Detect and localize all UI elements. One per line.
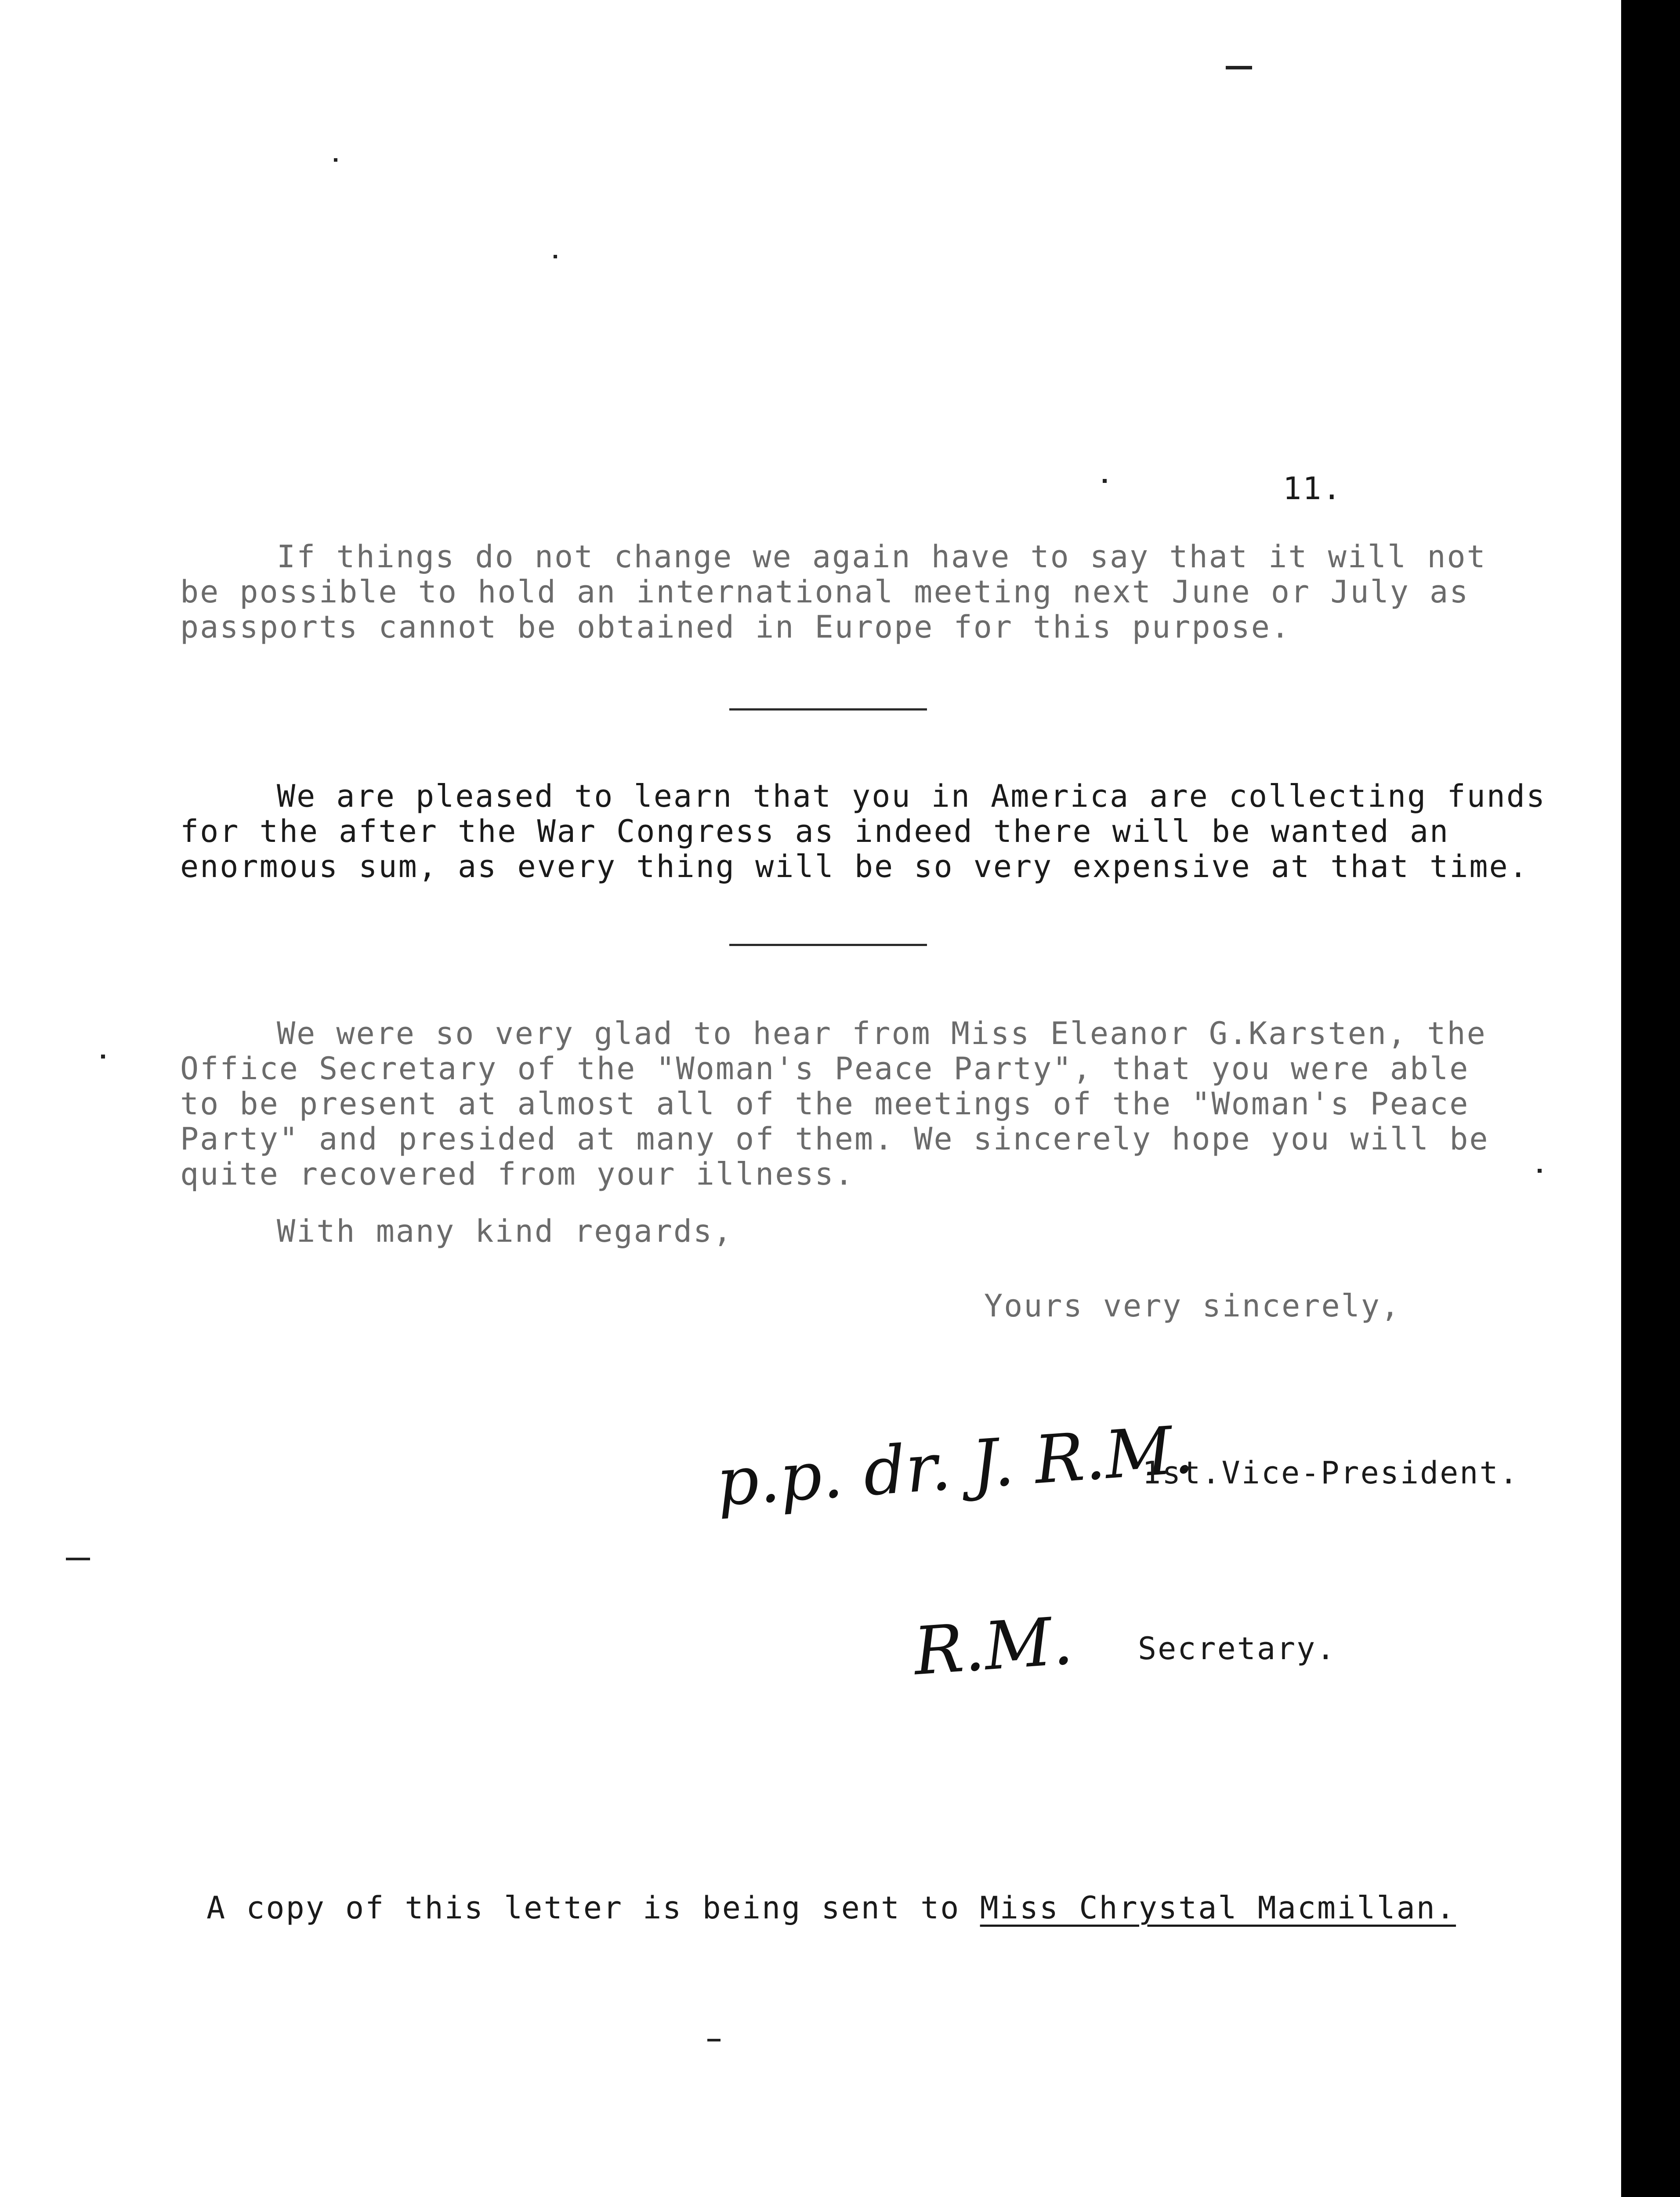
paragraph-1-line-3: passports cannot be obtained in Europe for this purpose. bbox=[180, 609, 1291, 645]
title-vice-president: 1st.Vice-President. bbox=[1142, 1455, 1519, 1491]
speck bbox=[707, 2039, 721, 2041]
paragraph-3-line-3: to be present at almost all of the meetings of the "Woman's Peace bbox=[180, 1086, 1470, 1122]
paragraph-2-line-3: enormous sum, as every thing will be so very expensive at that time. bbox=[180, 848, 1529, 885]
paragraph-3-line-2: Office Secretary of the "Woman's Peace Party", that you were able bbox=[180, 1051, 1470, 1087]
closing: Yours very sincerely, bbox=[984, 1288, 1401, 1324]
section-divider bbox=[729, 944, 927, 946]
greeting: With many kind regards, bbox=[277, 1213, 733, 1249]
signature-secretary: R.M. bbox=[911, 1602, 1075, 1690]
copy-note bbox=[206, 1889, 1456, 1926]
paragraph-3-line-1: We were so very glad to hear from Miss Eleanor G.Karsten, the bbox=[277, 1015, 1487, 1051]
speck bbox=[66, 1558, 90, 1560]
paragraph-1-line-1: If things do not change we again have to say that it will not bbox=[277, 539, 1487, 575]
film-frame-border-right bbox=[1621, 0, 1680, 2197]
paragraph-2-line-2: for the after the War Congress as indeed there will be wanted an bbox=[180, 813, 1450, 849]
section-divider bbox=[729, 708, 927, 711]
title-secretary: Secretary. bbox=[1138, 1631, 1336, 1667]
paragraph-3-line-5: quite recovered from your illness. bbox=[180, 1156, 854, 1192]
speck bbox=[1538, 1169, 1542, 1173]
speck bbox=[1226, 66, 1252, 69]
signature-vice-president: p.p. dr. J. R.M. bbox=[714, 1411, 1196, 1521]
paragraph-1-line-2: be possible to hold an international meeting next June or July as bbox=[180, 574, 1470, 610]
paragraph-3-line-4: Party" and presided at many of them. We sincerely hope you will be bbox=[180, 1121, 1489, 1157]
copy-recipient: Miss Chrystal Macmillan. bbox=[980, 1890, 1456, 1926]
speck bbox=[554, 255, 557, 258]
speck bbox=[334, 158, 337, 162]
paragraph-2-line-1: We are pleased to learn that you in America are collecting funds bbox=[277, 778, 1546, 814]
speck bbox=[1103, 479, 1107, 483]
page-number: 11. bbox=[1283, 471, 1343, 507]
copy-note-text: A copy of this letter is being sent to bbox=[206, 1890, 980, 1926]
speck bbox=[101, 1055, 105, 1059]
